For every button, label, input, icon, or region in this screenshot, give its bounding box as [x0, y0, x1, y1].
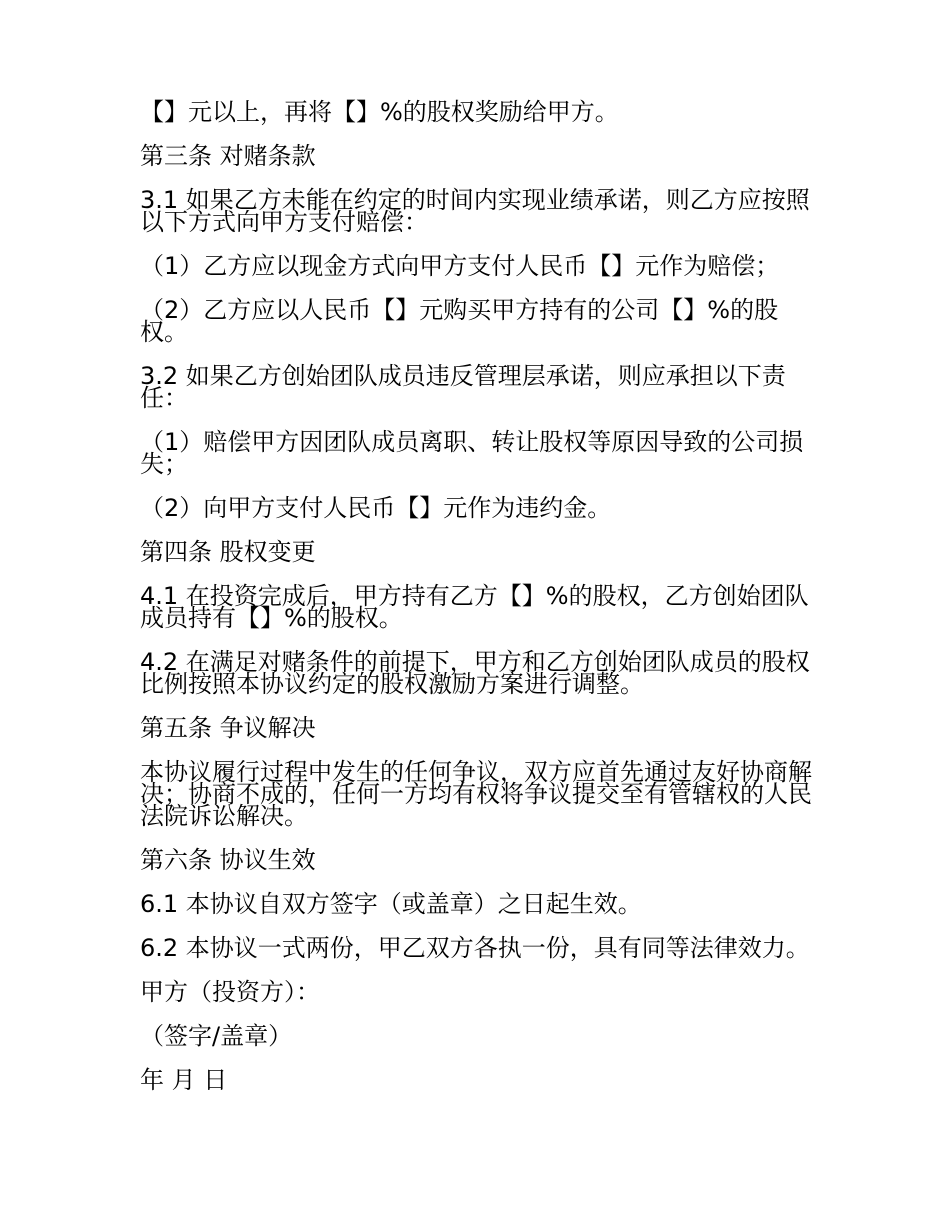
document-body — [140, 98, 820, 1113]
section-heading-4: 第四条 股权变更 — [140, 538, 316, 566]
clause-3-2-item-2: （2）向甲方支付人民币【】元作为违约金。 — [140, 494, 612, 522]
section-heading-5: 第五条 争议解决 — [140, 714, 316, 742]
clause-text-reward: 【】元以上，再将【】%的股权奖励给甲方。 — [140, 98, 619, 126]
section-heading-3: 第三条 对赌条款 — [140, 142, 316, 170]
date-line: 年 月 日 — [140, 1066, 228, 1094]
clause-3-2: 3.2 如果乙方创始团队成员违反管理层承诺，则应承担以下责任： — [140, 362, 786, 412]
clause-4-1: 4.1 在投资完成后，甲方持有乙方【】%的股权，乙方创始团队成员持有【】%的股权。 — [140, 582, 809, 632]
clause-3-1: 3.1 如果乙方未能在约定的时间内实现业绩承诺，则乙方应按照以下方式向甲方支付赔偿： — [140, 186, 810, 236]
clause-dispute: 本协议履行过程中发生的任何争议，双方应首先通过友好协商解决；协商不成的，任何一方均有权将争议提交至有管辖权的人民法院诉讼解决。 — [140, 758, 812, 830]
clause-3-2-item-1: （1）赔偿甲方因团队成员离职、转让股权等原因导致的公司损失； — [140, 428, 804, 478]
party-a-label: 甲方（投资方）： — [140, 978, 320, 1006]
clause-4-2: 4.2 在满足对赌条件的前提下，甲方和乙方创始团队成员的股权比例按照本协议约定的股权激励方案进行调整。 — [140, 648, 810, 698]
clause-3-1-item-1: （1）乙方应以现金方式向甲方支付人民币【】元作为赔偿； — [140, 252, 780, 280]
clause-6-1: 6.1 本协议自双方签字（或盖章）之日起生效。 — [140, 890, 642, 918]
signature-line: （签字/盖章） — [140, 1022, 293, 1050]
clause-6-2: 6.2 本协议一式两份，甲乙双方各执一份，具有同等法律效力。 — [140, 934, 810, 962]
clause-3-1-item-2: （2）乙方应以人民币【】元购买甲方持有的公司【】%的股权。 — [140, 296, 779, 346]
section-heading-6: 第六条 协议生效 — [140, 846, 316, 874]
